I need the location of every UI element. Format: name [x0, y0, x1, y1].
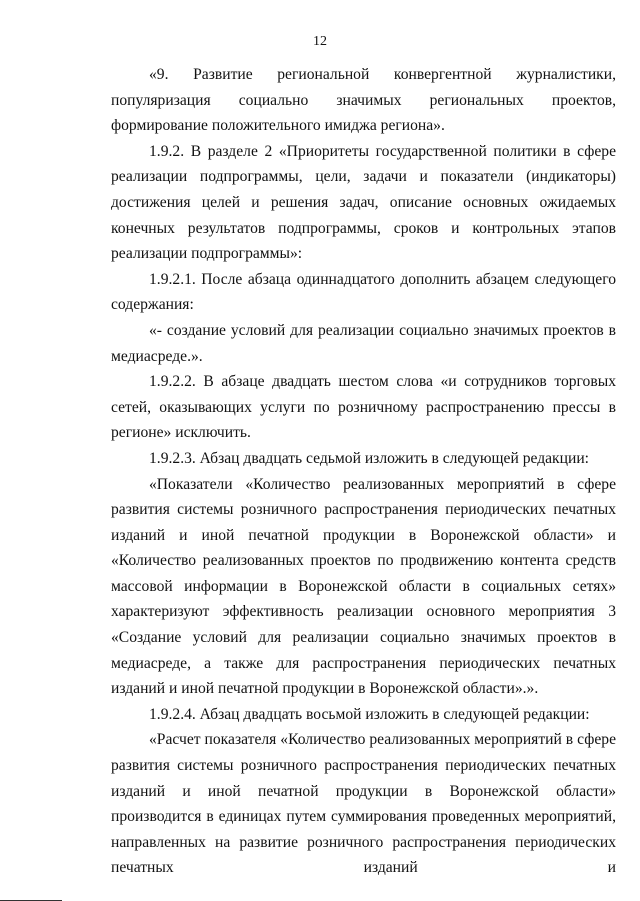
paragraph-indicators-text: «Показатели «Количество реализованных мероприятий в сфере развития системы розничного распространения периодических печатных изданий и иной печатной продукции в Воронежской области» и «Количество реализованных проектов по продвижению контента средств массовой информации в Воронежской области в социальных сетях» характеризуют эффективность реализации основного мероприятия 3 «Создание условий для реализации социально значимых проектов в медиасреде, а также для распространения периодических печатных изданий и иной печатной продукции в Воронежской области».». [111, 475, 616, 698]
document-body [111, 62, 616, 881]
page-number: 12 [313, 34, 327, 49]
paragraph-calculation-text: «Расчет показателя «Количество реализованных мероприятий в сфере развития системы розничного распространения периодических печатных изданий и иной печатной продукции в Воронежской области» производится в единицах путем суммирования проведенных мероприятий, направленных на развитие розничного распространения периодических печатных изданий и [111, 731, 616, 877]
paragraph-quoted-addition: «- создание условий для реализации социально значимых проектов в медиасреде.». [111, 321, 616, 365]
paragraph-item-9: «9. Развитие региональной конвергентной журналистики, популяризация социально значимых региональных проектов, формирование положительного имиджа региона». [111, 66, 616, 135]
paragraph-1-9-2-1: 1.9.2.1. После абзаца одиннадцатого дополнить абзацем следующего содержания: [111, 270, 616, 314]
paragraph-1-9-2: 1.9.2. В разделе 2 «Приоритеты государственной политики в сфере реализации подпрограммы, цели, задачи и показатели (индикаторы) достижения целей и решения задач, описание основных ожидаемых конечных результатов подпрограммы, сроков и контрольных этапов реализации подпрограммы»: [111, 142, 616, 263]
paragraph-1-9-2-2: 1.9.2.2. В абзаце двадцать шестом слова «и сотрудников торговых сетей, оказывающих услуги по розничному распространению прессы в регионе» исключить. [111, 373, 616, 442]
paragraph-1-9-2-4: 1.9.2.4. Абзац двадцать восьмой изложить в следующей редакции: [149, 705, 590, 723]
paragraph-1-9-2-3: 1.9.2.3. Абзац двадцать седьмой изложить в следующей редакции: [149, 449, 590, 467]
